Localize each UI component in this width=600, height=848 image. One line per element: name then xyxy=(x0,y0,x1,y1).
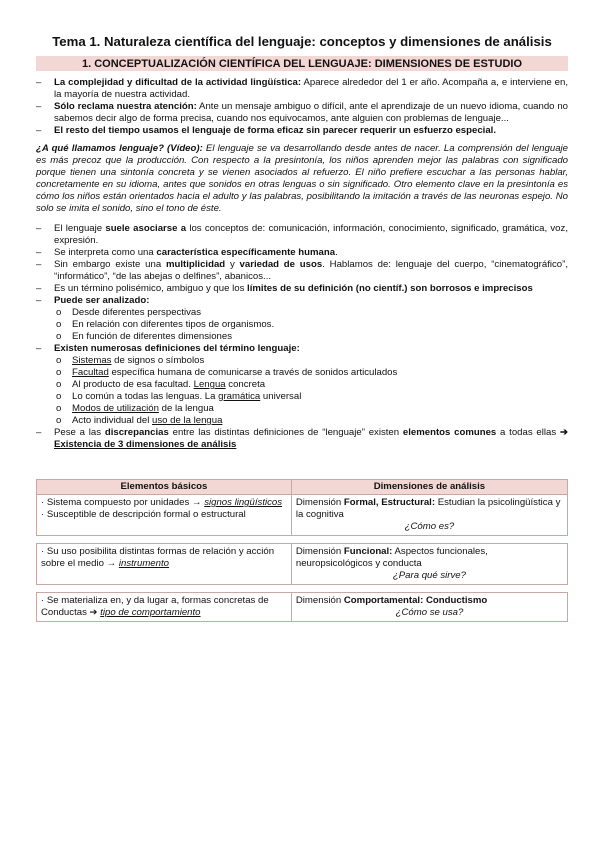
sub-list-item: o Lo común a todas las lenguas. La gramática universal xyxy=(56,391,302,402)
dimensions-table xyxy=(36,479,568,622)
table-cell: · Su uso posibilita distintas formas de relación y acción sobre el medio → instrumento xyxy=(37,544,292,585)
list-item: – Sólo reclama nuestra atención: Ante un mensaje ambiguo o difícil, ante el aprendizaje de un nuevo idioma, cuando no sabemos decir algo de forma precisa, cuando nos equivocamos, ante alguien con problemas de lenguaje... xyxy=(36,101,568,124)
sub-list-item: o Desde diferentes perspectivas xyxy=(56,307,202,318)
table-cell: Dimensión Funcional: Aspectos funcionales, neuropsicológicos y conducta ¿Para qué sirve? xyxy=(291,544,567,585)
table-row xyxy=(37,593,568,622)
table-cell: Dimensión Formal, Estructural: Estudian la psicolingüística y la cognitiva ¿Cómo es? xyxy=(291,495,567,536)
table-header: Elementos básicos xyxy=(37,480,292,495)
sub-list-item: o Acto individual del uso de la lengua xyxy=(56,415,223,426)
list-item: – El lenguaje suele asociarse a los conceptos de: comunicación, información, conocimiento, significado, gramática, voz, expresión. xyxy=(36,223,568,246)
list-item: – Existen numerosas definiciones del término lenguaje: xyxy=(36,343,300,354)
arrow-icon: ➔ xyxy=(559,427,569,438)
sub-list-item: o En relación con diferentes tipos de organismos. xyxy=(56,319,275,330)
video-summary: ¿A qué llamamos lenguaje? (Vídeo): El lenguaje se va desarrollando desde antes de nacer. La comprensión del lenguaje es más precoz que la producción. Con respecto a la presintonía, los niños aprenden mejor las palabras con significado porque tienen una sintonía concreta y se vienen asociados al refuerzo. El niño prefiere escuchar a las personas hablar, concretamente en su idioma, antes que sonidos en otras lenguas o sin significado. Otro elemento clave en la presintonía es cómo los niños están orientados hacia el adulto y las palabras, posibilitando la imitación a través de las neuronas espejo. No solo se imita el sonido, sino el tono de éste. xyxy=(36,143,568,214)
list-item: – Se interpreta como una característica específicamente humana. xyxy=(36,247,338,258)
section-heading: 1. CONCEPTUALIZACIÓN CIENTÍFICA DEL LENGUAJE: DIMENSIONES DE ESTUDIO xyxy=(36,56,568,71)
sub-list-item: o En función de diferentes dimensiones xyxy=(56,331,232,342)
table-cell: · Sistema compuesto por unidades → signos lingüísticos · Susceptible de descripción formal o estructural xyxy=(37,495,292,536)
list-item: – Pese a las discrepancias entre las distintas definiciones de “lenguaje” existen elementos comunes a todas ellas ➔ Existencia de 3 dimensiones de análisis xyxy=(36,427,569,450)
sub-list-item: o Modos de utilización de la lengua xyxy=(56,403,214,414)
list-item: – Puede ser analizado: xyxy=(36,295,150,306)
arrow-icon: → xyxy=(191,497,202,508)
sub-list-item: o Facultad específica humana de comunicarse a través de sonidos articulados xyxy=(56,367,398,378)
table-cell: Dimensión Comportamental: Conductismo ¿Cómo se usa? xyxy=(291,593,567,622)
table-header: Dimensiones de análisis xyxy=(291,480,567,495)
arrow-icon: → xyxy=(106,558,117,569)
list-item: – Es un término polisémico, ambiguo y que los límites de su definición (no científ.) son borrosos e imprecisos xyxy=(36,283,533,294)
list-item: – La complejidad y dificultad de la actividad lingüística: Aparece alrededor del 1 er año. Acompaña a, e interviene en, la mayoría de nuestra actividad. xyxy=(36,77,568,100)
list-item: – El resto del tiempo usamos el lenguaje de forma eficaz sin parecer requerir un esfuerzo especial. xyxy=(36,125,497,136)
table-cell: · Se materializa en, y da lugar a, formas concretas de Conductas ➔ tipo de comportamiento xyxy=(37,593,292,622)
table-row xyxy=(37,495,568,536)
table-row xyxy=(37,544,568,585)
arrow-icon: ➔ xyxy=(89,607,98,618)
sub-list-item: o Al producto de esa facultad. Lengua concreta xyxy=(56,379,266,390)
list-item: – Sin embargo existe una multiplicidad y variedad de usos. Hablamos de: lenguaje del cuerpo, “cinematográfico”, “informático”, “de las abejas o delfines”, abanicos... xyxy=(36,259,568,282)
table-header-row xyxy=(37,480,568,495)
page-title: Tema 1. Naturaleza científica del lenguaje: conceptos y dimensiones de análisis xyxy=(52,34,552,49)
sub-list-item: o Sistemas de signos o símbolos xyxy=(56,355,205,366)
